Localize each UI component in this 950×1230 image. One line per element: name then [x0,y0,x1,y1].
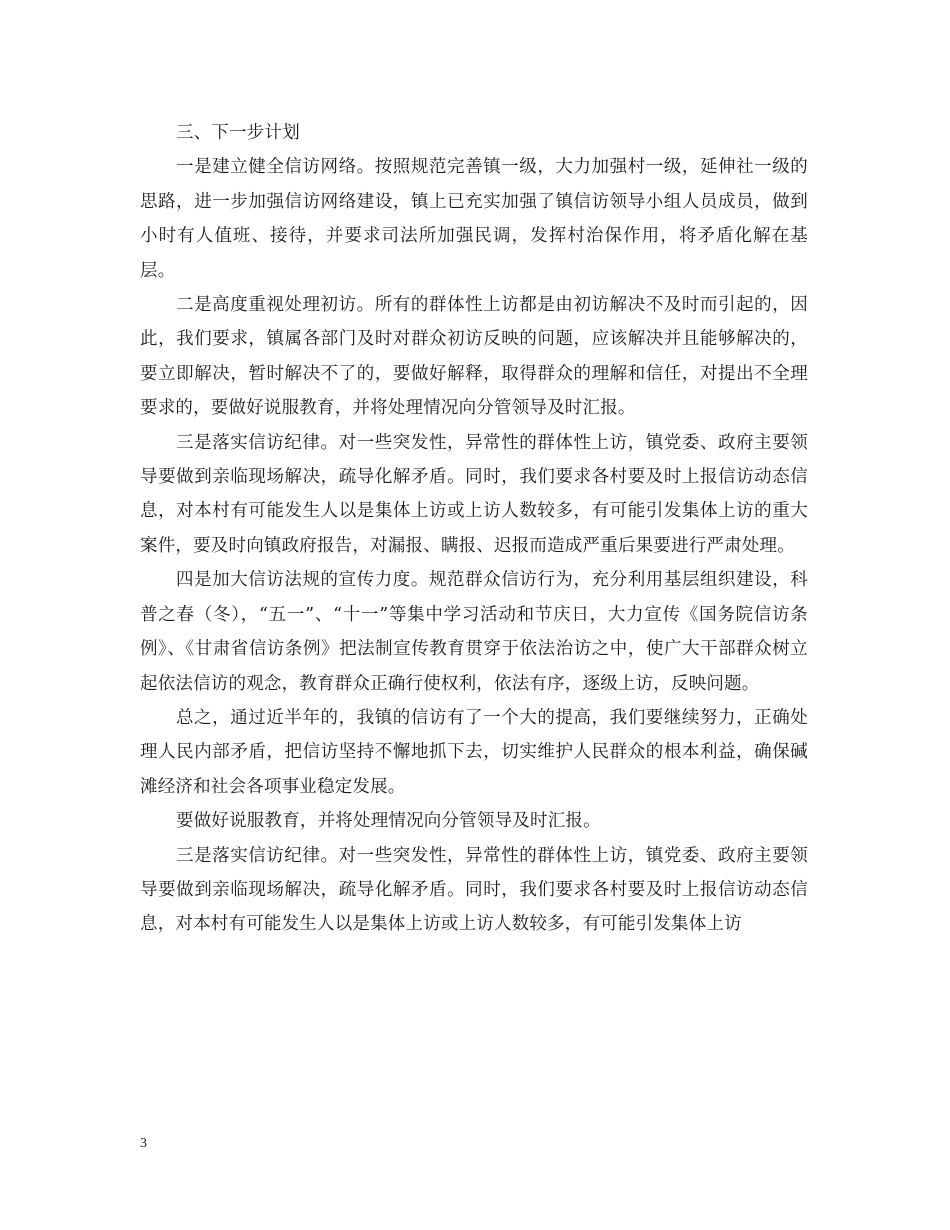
page-number: 3 [140,1136,147,1151]
paragraph-discipline-repeat: 三是落实信访纪律。对一些突发性，异常性的群体性上访，镇党委、政府主要领导要做到亲临现场解决，疏导化解矛盾。同时，我们要求各村要及时上报信访动态信息，对本村有可能发生人以是集体上访或上访人数较多，有可能引发集体上访 [140,845,808,935]
paragraph-summary: 总之，通过近半年的，我镇的信访有了一个大的提高，我们要继续努力，正确处理人民内部矛盾，把信访坚持不懈地抓下去，切实维护人民群众的根本利益，确保碱滩经济和社会各项事业稳定发展。 [140,707,808,797]
paragraph-initial-visits: 二是高度重视处理初访。所有的群体性上访都是由初访解决不及时而引起的，因此，我们要求，镇属各部门及时对群众初访反映的问题，应该解决并且能够解决的，要立即解决，暂时解决不了的，要做好解释，取得群众的理解和信任，对提出不全理要求的，要做好说服教育，并将处理情况向分管领导及时汇报。 [140,295,808,419]
paragraph-publicity: 四是加大信访法规的宣传力度。规范群众信访行为，充分利用基层组织建设，科普之春（冬），“五一”、“十一”等集中学习活动和节庆日，大力宣传《国务院信访条例》、《甘肃省信访条例》把法制宣传教育贯穿于依法治访之中，使广大干部群众树立起依法信访的观念，教育群众正确行使权利，依法有序，逐级上访，反映问题。 [140,570,808,694]
section-heading: 三、下一步计划 [176,123,300,143]
paragraph-persuasion: 要做好说服教育，并将处理情况向分管领导及时汇报。 [176,811,601,832]
paragraph-discipline: 三是落实信访纪律。对一些突发性，异常性的群体性上访，镇党委、政府主要领导要做到亲临现场解决，疏导化解矛盾。同时，我们要求各村要及时上报信访动态信息，对本村有可能发生人以是集体上访或上访人数较多，有可能引发集体上访的重大案件，要及时向镇政府报告，对漏报、瞒报、迟报而造成严重后果要进行严肃处理。 [140,432,808,556]
document-body [140,116,808,942]
paragraph-network: 一是建立健全信访网络。按照规范完善镇一级，大力加强村一级，延伸社一级的思路，进一步加强信访网络建设，镇上已充实加强了镇信访领导小组人员成员，做到小时有人值班、接待，并要求司法所加强民调，发挥村治保作用，将矛盾化解在基层。 [140,157,808,281]
